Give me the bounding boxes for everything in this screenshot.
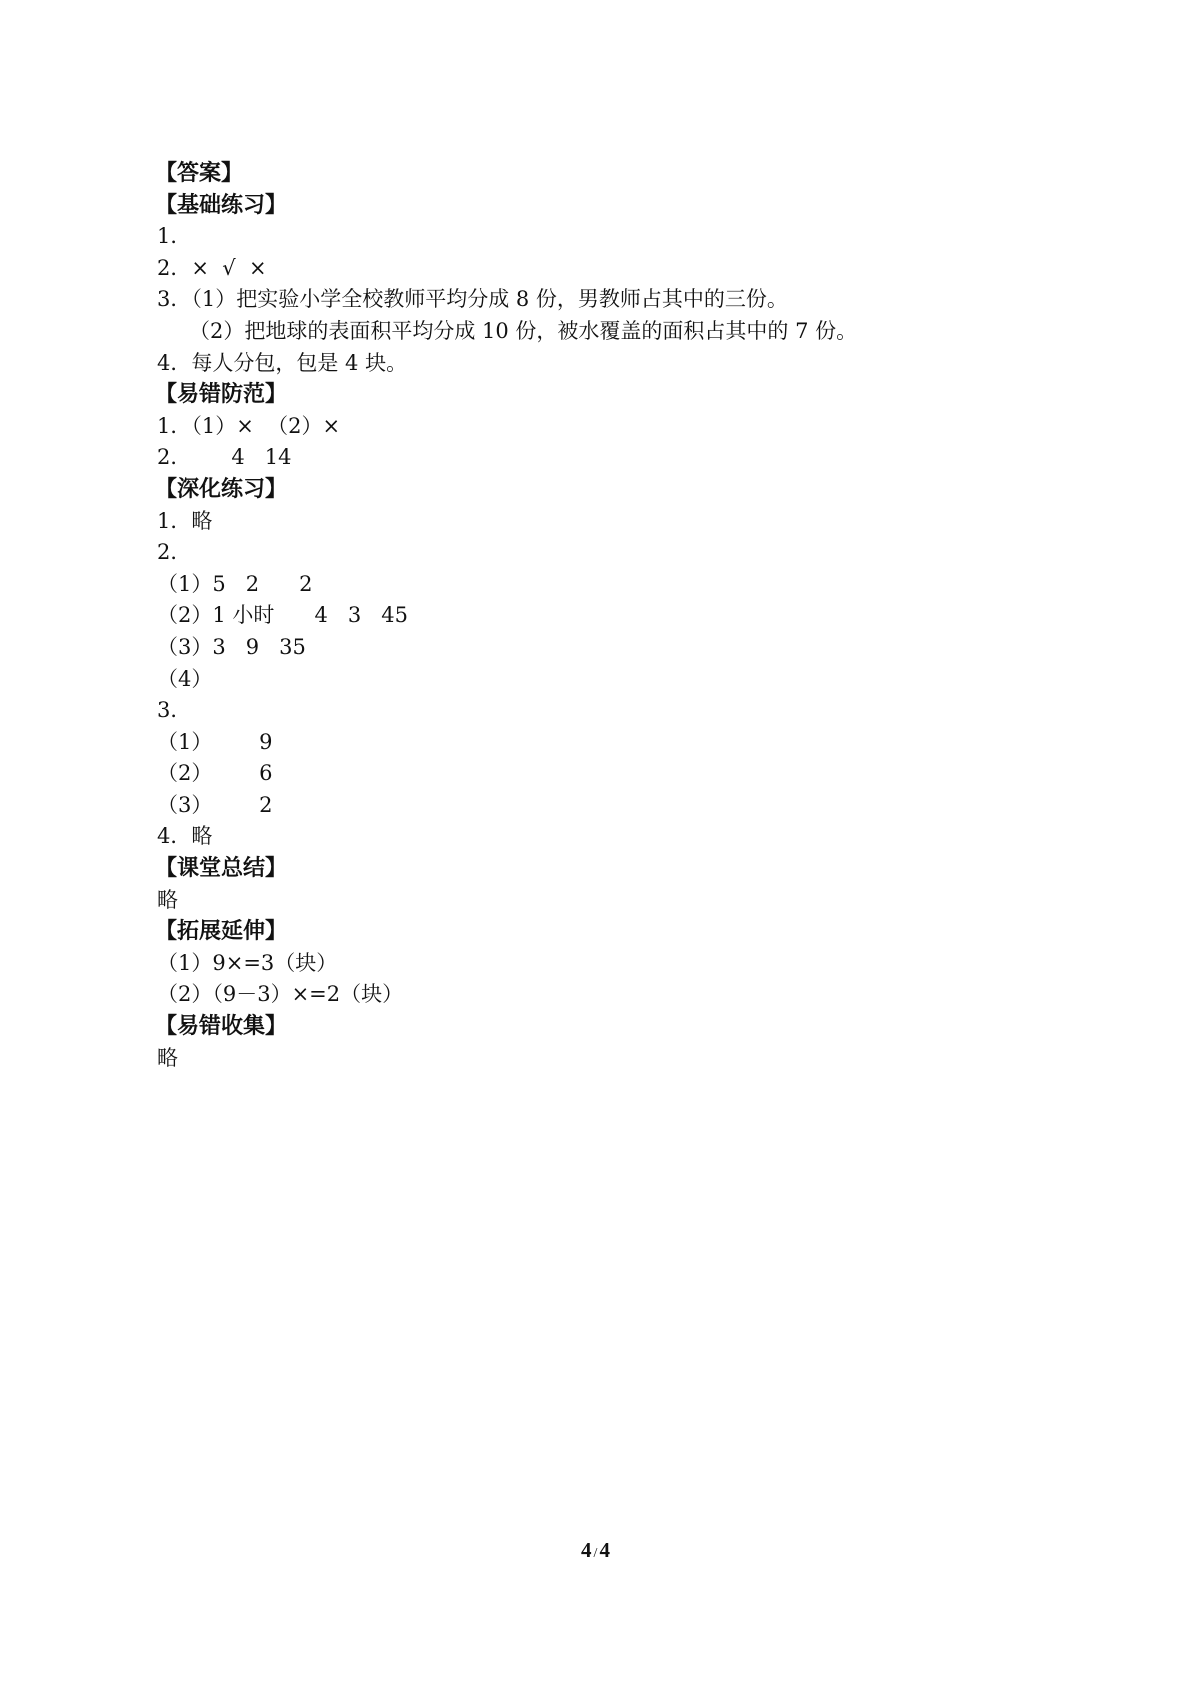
answer-line: （2）把地球的表面积平均分成 10 份，被水覆盖的面积占其中的 7 份。 <box>189 318 858 343</box>
section-heading: 【基础练习】 <box>155 192 288 218</box>
section-heading: 【深化练习】 <box>155 476 288 502</box>
answer-line: 1．略 <box>157 508 213 533</box>
answer-line: 4．略 <box>157 824 213 849</box>
answer-line: 略 <box>157 1045 178 1070</box>
answer-line: （1） 9 <box>157 729 273 754</box>
answer-line: （3）3 9 35 <box>157 634 306 659</box>
answer-line: （2） 6 <box>157 761 273 786</box>
page-separator: / <box>593 1546 598 1561</box>
section-heading: 【课堂总结】 <box>155 856 288 882</box>
answer-line: 2． <box>157 540 192 565</box>
answer-line: （3） 2 <box>157 792 273 817</box>
document-body <box>157 158 1057 1074</box>
section-heading: 【答案】 <box>155 161 244 186</box>
section-heading: 【易错收集】 <box>155 1014 288 1040</box>
answer-line: 1．（1）× （2）× <box>157 413 341 438</box>
answer-line: （4） <box>157 666 213 691</box>
answer-line: 2．× √ × <box>157 255 267 280</box>
page-current: 4 <box>581 1538 592 1562</box>
answer-line: 略 <box>157 887 178 912</box>
answer-line: （1）9×=3（块） <box>157 950 338 975</box>
section-heading: 【拓展延伸】 <box>155 919 288 945</box>
page-number <box>0 1538 1191 1563</box>
answer-line: 2． 4 14 <box>157 445 292 470</box>
answer-line: 3．（1）把实验小学全校教师平均分成 8 份，男教师占其中的三份。 <box>157 287 788 312</box>
answer-line: 3． <box>157 698 192 723</box>
answer-line: （2）1 小时 4 3 45 <box>157 603 408 628</box>
answer-line: 1． <box>157 224 192 249</box>
answer-line: （1）5 2 2 <box>157 571 313 596</box>
section-heading: 【易错防范】 <box>155 382 288 408</box>
page-total: 4 <box>599 1538 610 1562</box>
answer-line: （2）（9－3）×=2（块） <box>157 982 404 1007</box>
answer-line: 4．每人分包，包是 4 块。 <box>157 350 408 375</box>
